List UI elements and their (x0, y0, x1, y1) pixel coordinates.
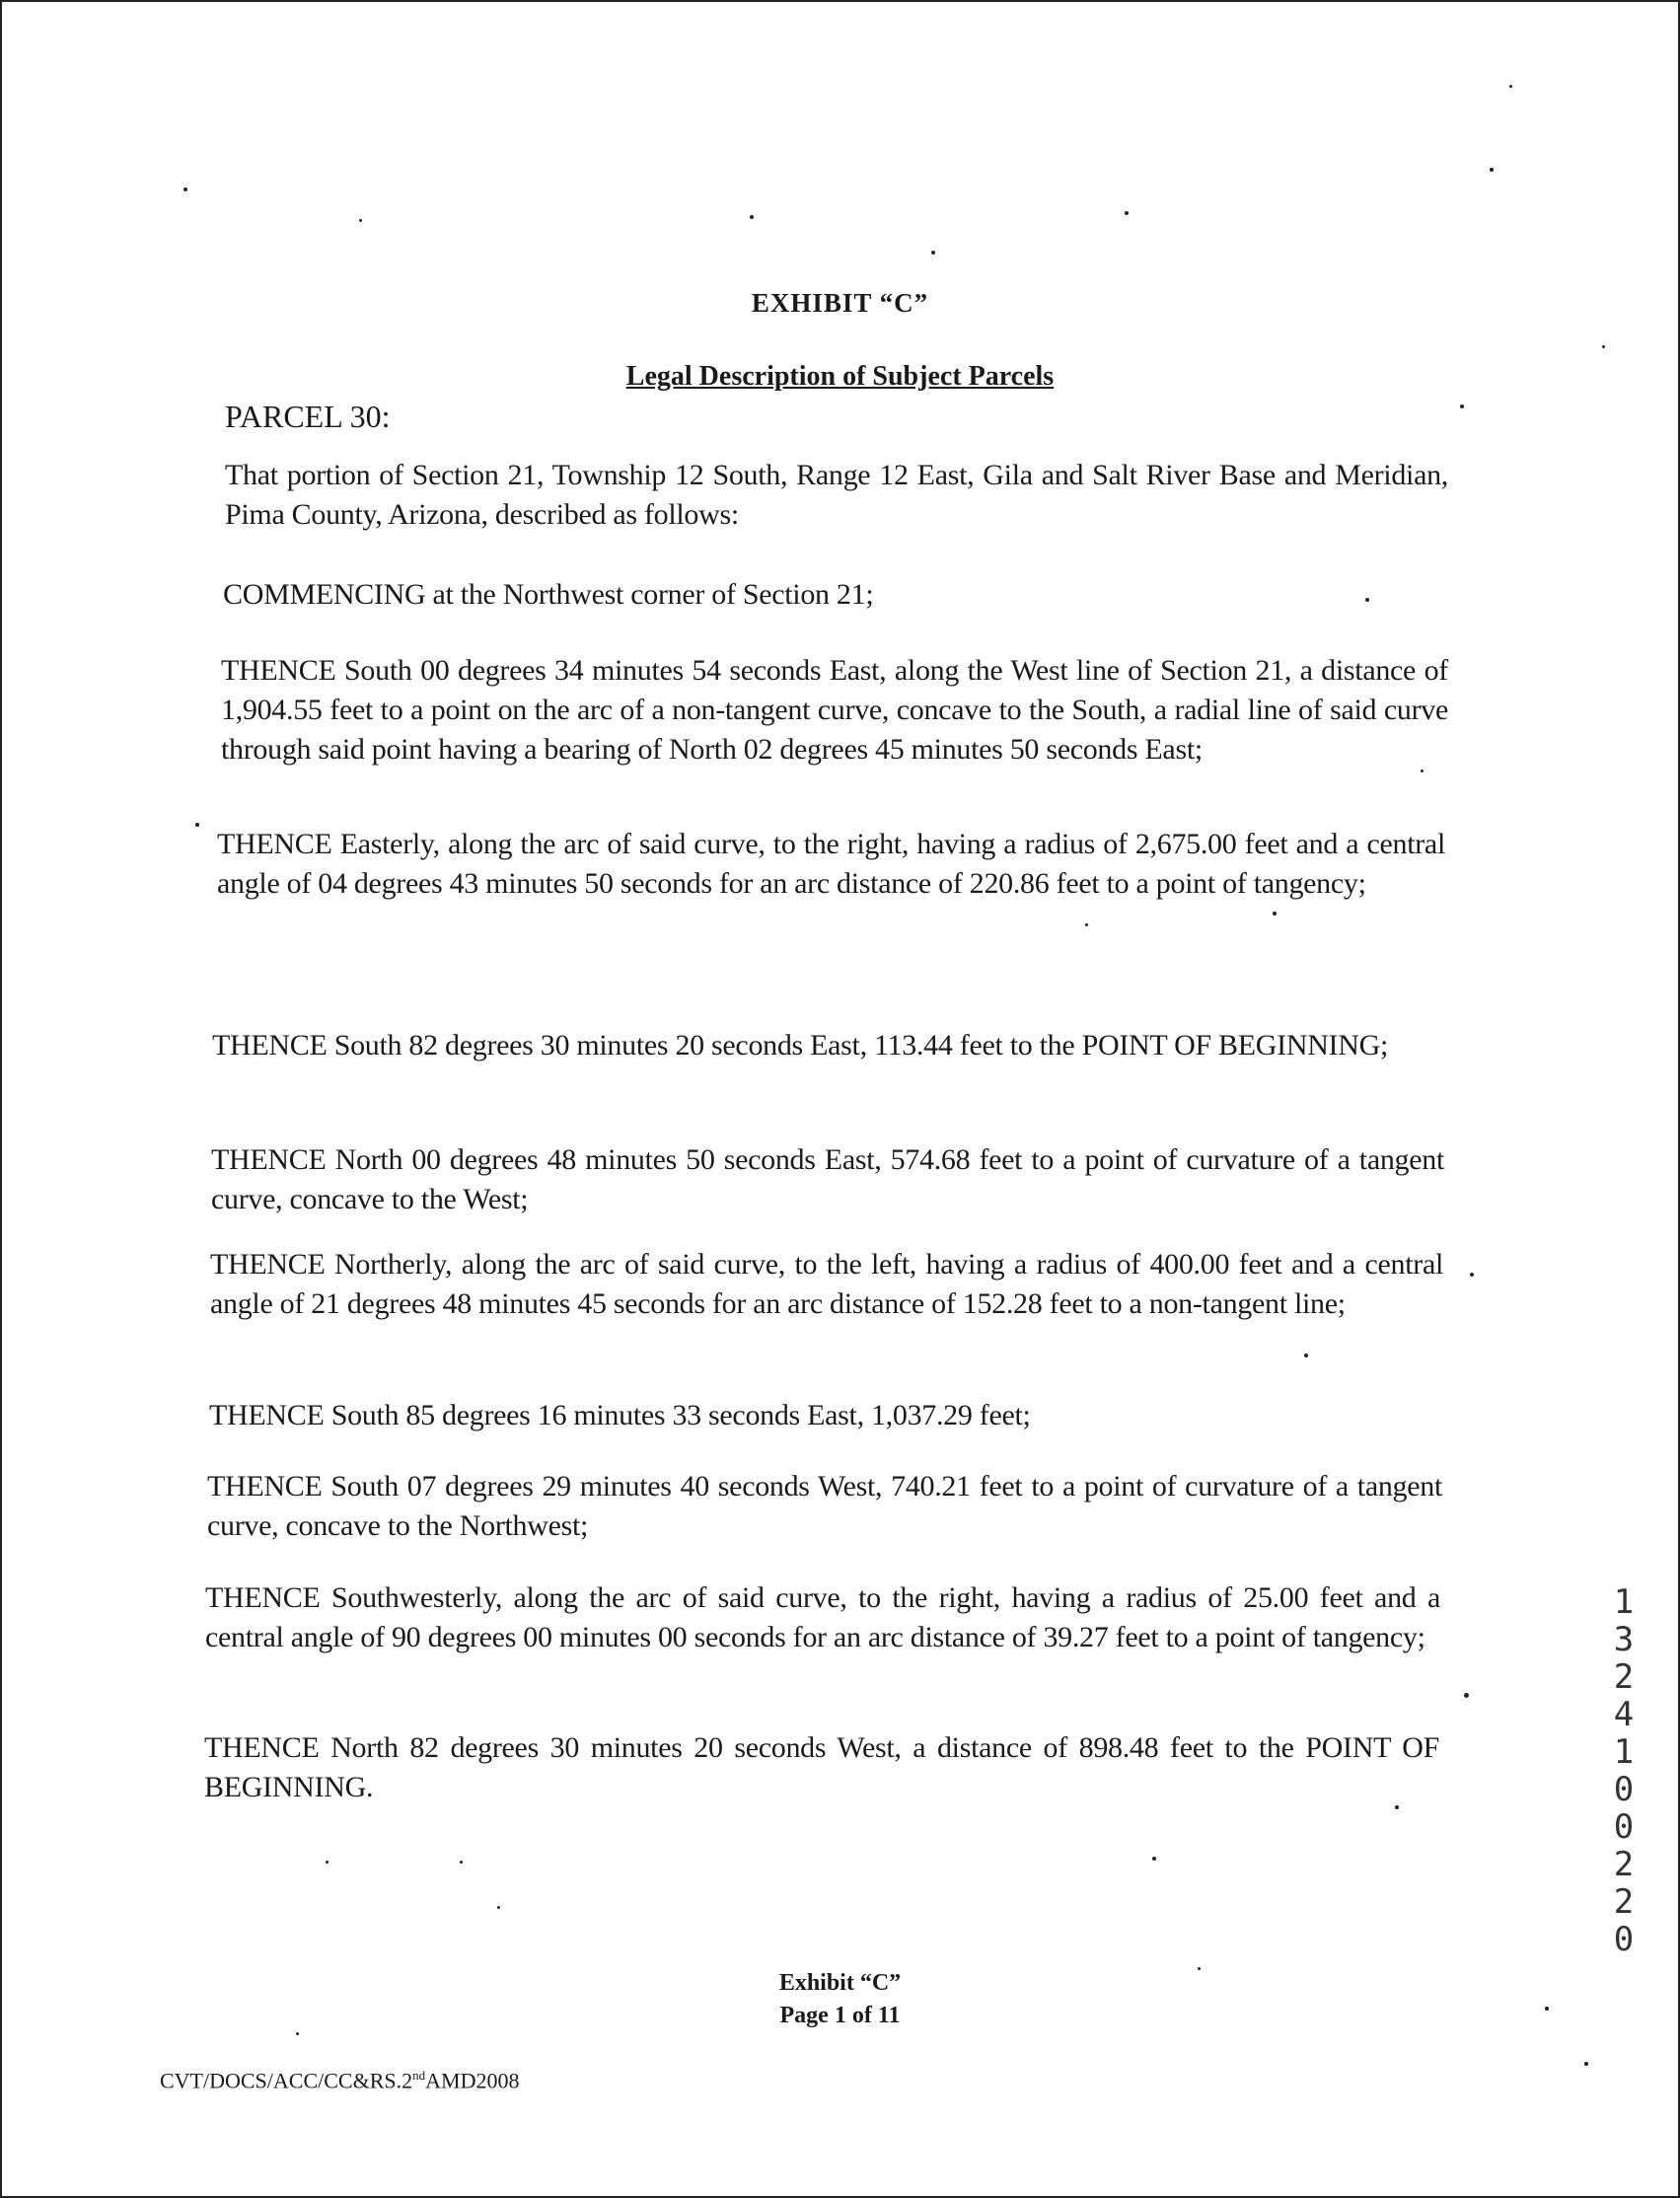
scan-speck (296, 2032, 299, 2035)
scan-speck (1395, 1805, 1399, 1809)
scan-speck (750, 215, 754, 219)
scan-speck (1509, 85, 1512, 88)
doc-ref-superscript: nd (412, 2068, 426, 2083)
scan-speck (326, 1861, 329, 1864)
paragraph-course-1: THENCE South 00 degrees 34 minutes 54 seconds East, along the West line of Section 21, a distance of 1,904.55 feet to a point on the arc of a non-tangent curve, concave to the South, a radial line of said curve through said point having a bearing of North 02 degrees 45 minutes 50 seconds East; (221, 654, 1448, 766)
scan-speck (1273, 912, 1277, 916)
scan-speck (1125, 211, 1129, 215)
doc-ref-prefix: CVT/DOCS/ACC/CC&RS.2 (160, 2068, 413, 2093)
exhibit-title: EXHIBIT “C” (751, 288, 929, 318)
footer-exhibit: Exhibit “C” (778, 1970, 902, 1996)
paragraph-course-5: THENCE Northerly, along the arc of said curve, to the left, having a radius of 400.00 feet and a central angle of 21 degrees 48 minutes 45 seconds for an arc distance of 152.28 feet to a non-tangent line; (210, 1248, 1443, 1320)
vertical-recording-stamp: 13241 00220 (1613, 1582, 1635, 1959)
paragraph-intro: That portion of Section 21, Township 12 South, Range 12 East, Gila and Salt River Base and Meridian, Pima County, Arizona, described as follows: (225, 459, 1448, 531)
parcel-label: PARCEL 30: (225, 399, 391, 434)
scan-speck (1365, 598, 1369, 602)
scan-speck (1464, 1693, 1469, 1698)
paragraph-course-8: THENCE Southwesterly, along the arc of said curve, to the right, having a radius of 25.00 feet and a central angle of 90 degrees 00 minutes 00 seconds for an arc distance of 39.27 feet to a point of tangency; (205, 1581, 1440, 1653)
scan-speck (1584, 2062, 1588, 2066)
scan-speck (183, 187, 187, 191)
doc-ref-suffix: AMD2008 (425, 2068, 520, 2093)
scan-speck (1085, 923, 1088, 926)
paragraph-commencing: COMMENCING at the Northwest corner of Section 21; (223, 578, 874, 611)
scan-speck (497, 1906, 500, 1909)
scan-speck (1198, 1967, 1201, 1970)
footer-page-number: Page 1 of 11 (779, 2003, 901, 2028)
document-reference (160, 2068, 519, 2093)
scan-speck (460, 1861, 463, 1864)
scan-speck (359, 219, 362, 222)
paragraph-course-2: THENCE Easterly, along the arc of said curve, to the right, having a radius of 2,675.00 feet and a central angle of 04 degrees 43 minutes 50 seconds for an arc distance of 220.86 feet to a point of tangency; (217, 828, 1445, 900)
scan-speck (1470, 1273, 1474, 1277)
paragraph-course-6: THENCE South 85 degrees 16 minutes 33 seconds East, 1,037.29 feet; (209, 1399, 1031, 1431)
scan-speck (1152, 1857, 1156, 1861)
scan-speck (1545, 2007, 1549, 2011)
scan-speck (931, 251, 935, 255)
scan-speck (1421, 769, 1424, 772)
scan-speck (1490, 168, 1494, 172)
paragraph-course-7: THENCE South 07 degrees 29 minutes 40 seconds West, 740.21 feet to a point of curvature of a tangent curve, concave to the Northwest; (207, 1470, 1442, 1542)
scan-speck (1602, 345, 1605, 348)
scan-speck (1460, 404, 1464, 408)
scan-speck (195, 823, 199, 827)
document-subtitle: Legal Description of Subject Parcels (625, 361, 1055, 392)
paragraph-course-3: THENCE South 82 degrees 30 minutes 20 seconds East, 113.44 feet to the POINT OF BEGINNING; (212, 1029, 1389, 1062)
scan-speck (1304, 1354, 1308, 1357)
paragraph-course-9: THENCE North 82 degrees 30 minutes 20 seconds West, a distance of 898.48 feet to the POINT OF BEGINNING. (204, 1731, 1439, 1803)
paragraph-course-4: THENCE North 00 degrees 48 minutes 50 seconds East, 574.68 feet to a point of curvature of a tangent curve, concave to the West; (211, 1143, 1444, 1215)
